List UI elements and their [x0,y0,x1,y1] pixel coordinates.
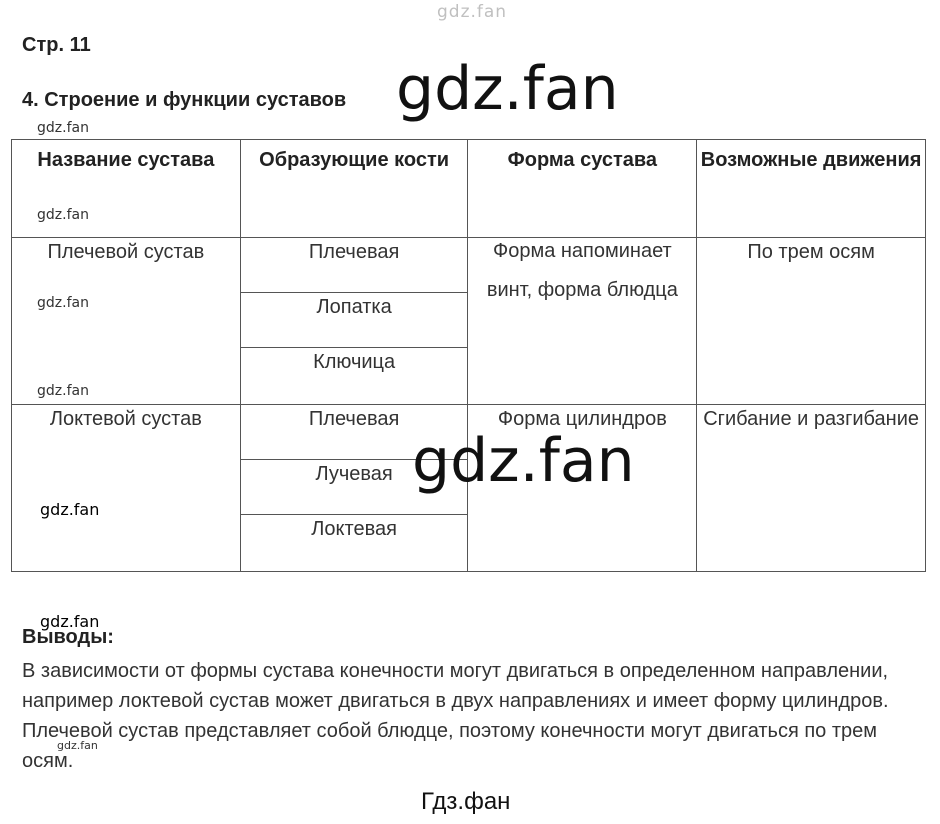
watermark-small: gdz.fan [40,500,100,519]
watermark-small: gdz.fan [37,295,89,311]
bones-cell [240,238,468,405]
header-movements: Возможные движения [697,140,926,238]
table-row [12,238,926,405]
watermark-large-top: gdz.fan [396,54,619,124]
watermark-large-middle: gdz.fan [412,426,635,496]
watermark-small: gdz.fan [37,120,89,136]
joint-movements-cell: По трем осям [697,238,926,405]
watermark-top: gdz.fan [437,2,508,22]
header-joint-name: Название сустава [12,140,241,238]
bone-item: Лучевая [241,460,468,515]
joints-table [11,139,926,572]
header-shape: Форма сустава [468,140,697,238]
joint-name-cell: Локтевой сустав [12,405,241,572]
header-bones: Образующие кости [240,140,468,238]
joint-name-cell: Плечевой сустав [12,238,241,405]
bone-item: Локтевая [311,518,397,540]
joint-shape-cell [468,238,697,405]
watermark-small: gdz.fan [37,383,89,399]
bone-item: Лопатка [241,293,468,348]
watermark-small: gdz.fan [37,207,89,223]
conclusions-title: Выводы: [22,626,114,648]
table-header-row [12,140,926,238]
bone-item: Плечевая [241,405,468,460]
joint-movements-cell [697,405,926,572]
conclusions-text: В зависимости от формы сустава конечности могут двигаться в определенном направлении, например локтевой сустав может двигаться в двух направлениях и имеет форму цилиндров. Плечевой сустав представляет собой блюдце, поэтому конечности могут двигаться по трем осям. [22,660,889,772]
watermark-small: gdz.fan [57,739,98,752]
section-title: 4. Строение и функции суставов [22,89,347,111]
joint-shape-cell: Форма цилиндров [468,405,697,572]
bone-item: Плечевая [241,238,468,293]
page-reference: Стр. 11 [22,34,91,56]
footer-brand: Гдз.фан [421,788,511,815]
watermark-small: gdz.fan [40,612,100,631]
bone-item: Ключица [313,351,396,373]
joint-shape-text: Форма напоминает винт, форма блюдца [486,240,678,301]
joint-movements-text: Сгибание и разгибание [703,408,920,430]
